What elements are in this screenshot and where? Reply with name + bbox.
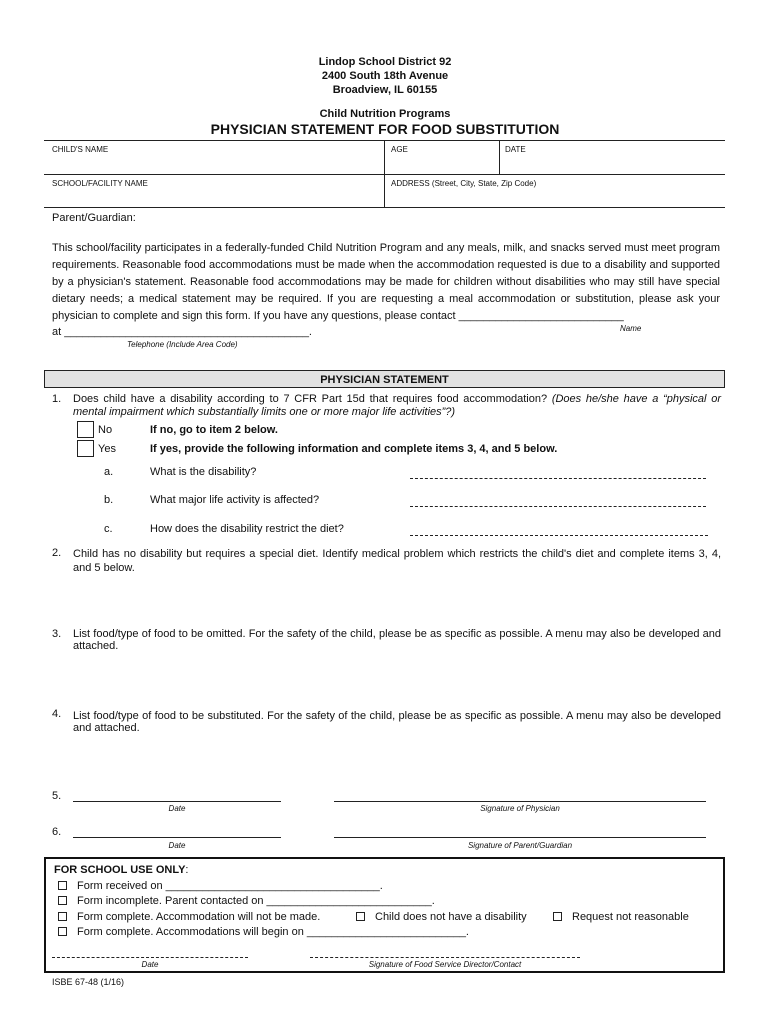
yes-label: Yes — [98, 443, 116, 455]
q5-number: 5. — [52, 790, 62, 802]
sub-b-letter: b. — [104, 494, 114, 506]
school-use-heading: FOR SCHOOL USE ONLY — [54, 864, 186, 876]
q6-date-line[interactable] — [73, 837, 281, 838]
parent-signature-line[interactable] — [334, 837, 706, 838]
parent-guardian-field[interactable]: Parent/Guardian: — [52, 212, 136, 224]
sub-c-answer-line[interactable] — [410, 535, 708, 536]
complete-begin-row — [58, 926, 469, 938]
not-reasonable-text: Request not reasonable — [572, 911, 689, 923]
district-name: Lindop School District 92 — [318, 56, 452, 68]
received-text: Form received on ___________________________________. — [77, 880, 383, 892]
contact-name-label: Name — [620, 324, 642, 333]
yes-checkbox[interactable] — [77, 440, 94, 457]
physician-signature-label: Signature of Physician — [480, 804, 560, 813]
date-field[interactable]: DATE — [505, 145, 526, 154]
q2-number: 2. — [52, 547, 62, 559]
q4-text: List food/type of food to be substituted. For the safety of the child, please be as specific as possible. A menu may also be developed and attached. — [73, 710, 721, 734]
received-row — [58, 880, 383, 892]
no-disability-row — [356, 911, 527, 923]
complete-begin-checkbox[interactable] — [58, 927, 67, 936]
address-field[interactable]: ADDRESS (Street, City, State, Zip Code) — [391, 179, 537, 188]
q2-text: Child has no disability but requires a special diet. Identify medical problem which restricts the child's diet and complete items 3, 4, and 5 below. — [73, 548, 721, 574]
q3-text: List food/type of food to be omitted. For the safety of the child, please be as specific as possible. A menu may also be developed and attached. — [73, 628, 721, 652]
complete-begin-text: Form complete. Accommodations will begin on __________________________. — [77, 926, 469, 938]
age-field[interactable]: AGE — [391, 145, 408, 154]
contact-phone-line[interactable]: at ________________________________________. — [52, 326, 312, 338]
physician-statement-heading: PHYSICIAN STATEMENT — [44, 370, 725, 388]
q1-question — [73, 393, 721, 419]
school-use-colon: : — [185, 864, 189, 876]
school-date-line[interactable] — [52, 957, 248, 958]
form-id: ISBE 67-48 (1/16) — [52, 977, 125, 987]
school-date-label: Date — [141, 960, 159, 969]
parent-signature-label: Signature of Parent/Guardian — [467, 841, 573, 850]
child-name-field[interactable]: CHILD'S NAME — [52, 145, 109, 154]
director-signature-label: Signature of Food Service Director/Contact — [368, 960, 522, 969]
incomplete-row — [58, 895, 435, 907]
sub-a-answer-line[interactable] — [410, 478, 706, 479]
form-title: PHYSICIAN STATEMENT FOR FOOD SUBSTITUTION — [210, 121, 560, 137]
complete-no-row — [58, 911, 320, 923]
school-use-heading-row — [54, 864, 188, 876]
q3-number: 3. — [52, 628, 62, 640]
no-instruction: If no, go to item 2 below. — [150, 424, 278, 436]
no-label: No — [98, 424, 113, 436]
district-street: 2400 South 18th Avenue — [321, 70, 449, 82]
intro-paragraph: This school/facility participates in a federally-funded Child Nutrition Program and any meals, milk, and snacks served must meet program requirements. Reasonable food accommodations must be made when the accommodation requested is due to a disability and supported by a physician's statement. Reasonable food accommodations may be made for children without disabilities who may still have special dietary needs; a medical statement may be required. If you are requesting a meal accommodation or substitution, please ask your physician to complete and sign this form. If you have any questions, please contact ___________________________ — [52, 242, 720, 322]
q4-number: 4. — [52, 708, 62, 720]
not-reasonable-checkbox[interactable] — [553, 912, 562, 921]
complete-no-text: Form complete. Accommodation will not be made. — [77, 911, 321, 923]
q1-number: 1. — [52, 393, 62, 405]
q5-date-line[interactable] — [73, 801, 281, 802]
q2-answer-area[interactable] — [73, 578, 721, 624]
sub-a-text: What is the disability? — [150, 466, 257, 478]
sub-a-letter: a. — [104, 466, 114, 478]
yes-instruction: If yes, provide the following information and complete items 3, 4, and 5 below. — [150, 443, 558, 455]
director-signature-line[interactable] — [310, 957, 580, 958]
complete-no-checkbox[interactable] — [58, 912, 67, 921]
q5-date-label: Date — [168, 804, 186, 813]
incomplete-text: Form incomplete. Parent contacted on ___________________________. — [77, 895, 435, 907]
received-checkbox[interactable] — [58, 881, 67, 890]
program-name: Child Nutrition Programs — [319, 108, 451, 120]
district-city: Broadview, IL 60155 — [332, 84, 438, 96]
school-use-box — [44, 857, 725, 973]
no-disability-text: Child does not have a disability — [375, 911, 527, 923]
no-checkbox[interactable] — [77, 421, 94, 438]
incomplete-checkbox[interactable] — [58, 896, 67, 905]
q4-answer-area[interactable] — [73, 738, 721, 788]
sub-b-answer-line[interactable] — [410, 506, 706, 507]
physician-signature-line[interactable] — [334, 801, 706, 802]
school-field[interactable]: SCHOOL/FACILITY NAME — [52, 179, 148, 188]
q1-italic-text: (Does he/she have a “physical or mental impairment which substantially limits one or more major life activities”?) — [73, 393, 721, 418]
no-disability-checkbox[interactable] — [356, 912, 365, 921]
sub-c-text: How does the disability restrict the diet? — [150, 523, 344, 535]
q1-text: Does child have a disability according to 7 CFR Part 15d that requires food accommodation? — [73, 393, 548, 405]
q6-number: 6. — [52, 826, 62, 838]
contact-phone-label: Telephone (Include Area Code) — [127, 340, 238, 349]
not-reasonable-row — [553, 911, 689, 923]
q3-answer-area[interactable] — [73, 656, 721, 704]
sub-b-text: What major life activity is affected? — [150, 494, 320, 506]
q6-date-label: Date — [168, 841, 186, 850]
sub-c-letter: c. — [104, 523, 113, 535]
